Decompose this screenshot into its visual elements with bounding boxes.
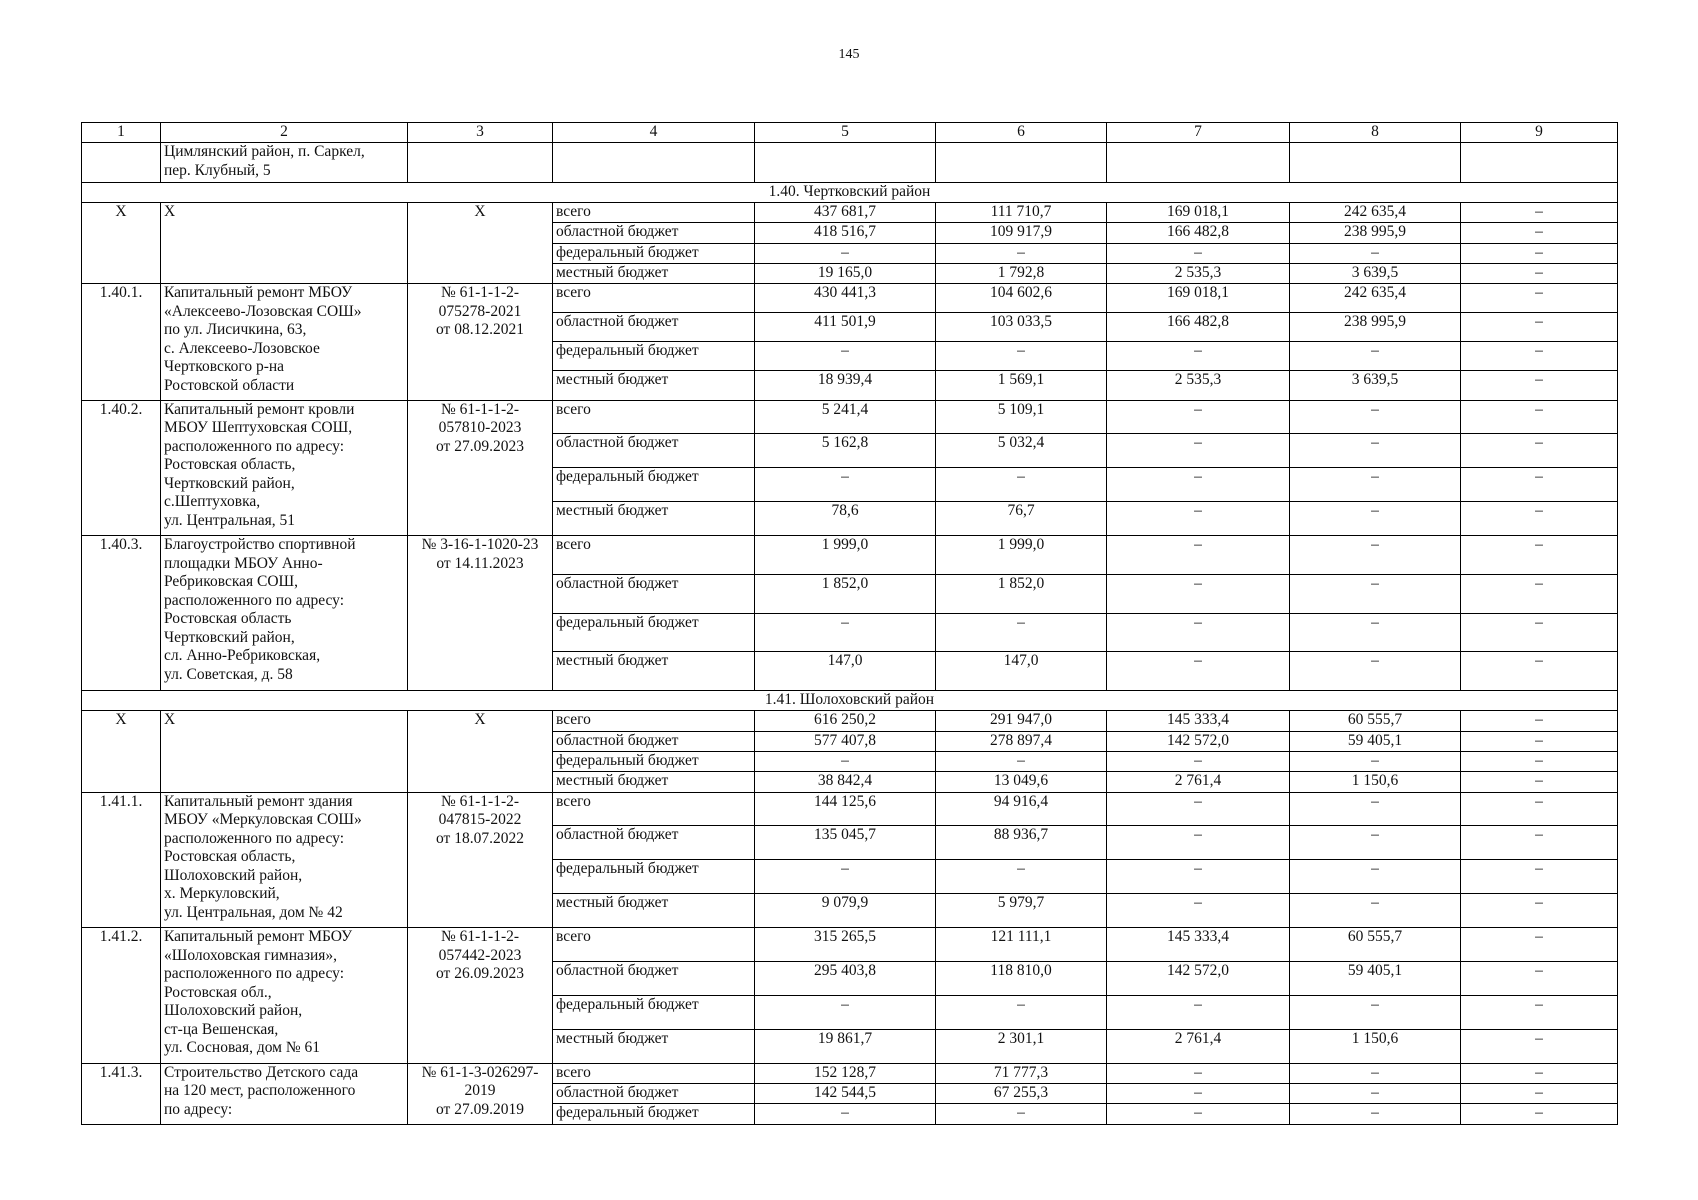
value-cell: 291 947,0 <box>936 711 1107 731</box>
value-cell: – <box>1290 792 1461 826</box>
value-cell: 238 995,9 <box>1290 313 1461 342</box>
value-cell: 242 635,4 <box>1290 203 1461 223</box>
value-cell: – <box>936 468 1107 502</box>
value-cell: 2 301,1 <box>936 1029 1107 1063</box>
funding-source: областной бюджет <box>553 574 755 613</box>
value-cell: – <box>936 996 1107 1030</box>
value-cell: – <box>1290 536 1461 575</box>
item-number: 1.40.3. <box>82 536 161 691</box>
funding-source: местный бюджет <box>553 371 755 400</box>
value-cell: – <box>1107 1084 1290 1104</box>
value-cell: – <box>1461 342 1618 371</box>
table-row <box>82 400 1618 434</box>
object-name: Строительство Детского сада на 120 мест, расположенного по адресу: <box>161 1063 408 1124</box>
document-number: X <box>408 711 553 792</box>
value-cell: 111 710,7 <box>936 203 1107 223</box>
value-cell: – <box>1290 1063 1461 1083</box>
table-row <box>82 792 1618 826</box>
document-number: № 61-1-1-2- 057810-2023 от 27.09.2023 <box>408 400 553 536</box>
value-cell: – <box>755 1104 936 1125</box>
value-cell: – <box>1107 502 1290 536</box>
item-number: X <box>82 203 161 284</box>
column-header: 4 <box>553 123 755 143</box>
value-cell: – <box>1107 652 1290 691</box>
funding-source: федеральный бюджет <box>553 1104 755 1125</box>
value-cell: 13 049,6 <box>936 772 1107 792</box>
item-number: 1.40.2. <box>82 400 161 536</box>
funding-source: всего <box>553 711 755 731</box>
object-name: Цимлянский район, п. Саркел, пер. Клубный, 5 <box>161 143 408 183</box>
value-cell: 59 405,1 <box>1290 731 1461 751</box>
value-cell: – <box>1461 468 1618 502</box>
value-cell: 3 639,5 <box>1290 371 1461 400</box>
value-cell: – <box>936 1104 1107 1125</box>
funding-source: местный бюджет <box>553 263 755 283</box>
value-cell: – <box>1290 860 1461 894</box>
item-number: 1.41.1. <box>82 792 161 928</box>
object-name: Капитальный ремонт здания МБОУ «Меркуловская СОШ» расположенного по адресу: Ростовская область, Шолоховский район, х. Меркуловский, ул. Центральная, дом № 42 <box>161 792 408 928</box>
value-cell: – <box>1107 400 1290 434</box>
value-cell: 145 333,4 <box>1107 711 1290 731</box>
value-cell: – <box>1290 434 1461 468</box>
value-cell: – <box>936 860 1107 894</box>
funding-source: местный бюджет <box>553 502 755 536</box>
value-cell: 94 916,4 <box>936 792 1107 826</box>
value-cell: 5 162,8 <box>755 434 936 468</box>
funding-source: федеральный бюджет <box>553 751 755 771</box>
value-cell: 142 572,0 <box>1107 962 1290 996</box>
column-header: 9 <box>1461 123 1618 143</box>
funding-source: местный бюджет <box>553 652 755 691</box>
document-number: № 61-1-1-2- 057442-2023 от 26.09.2023 <box>408 928 553 1064</box>
value-cell: – <box>1107 536 1290 575</box>
column-header: 3 <box>408 123 553 143</box>
value-cell: – <box>1107 613 1290 652</box>
value-cell: 437 681,7 <box>755 203 936 223</box>
document-number: № 61-1-3-026297- 2019 от 27.09.2019 <box>408 1063 553 1124</box>
column-header: 5 <box>755 123 936 143</box>
value-cell: – <box>755 243 936 263</box>
item-number: 1.40.1. <box>82 284 161 400</box>
value-cell: 238 995,9 <box>1290 223 1461 243</box>
column-header: 7 <box>1107 123 1290 143</box>
value-cell: – <box>1290 826 1461 860</box>
section-row <box>82 691 1618 711</box>
value-cell: 60 555,7 <box>1290 928 1461 962</box>
value-cell: – <box>1461 203 1618 223</box>
table-row <box>82 203 1618 223</box>
value-cell: 5 109,1 <box>936 400 1107 434</box>
value-cell: 135 045,7 <box>755 826 936 860</box>
value-cell: – <box>1290 894 1461 928</box>
value-cell: 1 852,0 <box>755 574 936 613</box>
value-cell: – <box>1461 434 1618 468</box>
object-name: Благоустройство спортивной площадки МБОУ Анно- Ребриковская СОШ, расположенного по адресу: Ростовская область Чертковский район, сл. Анно-Ребриковская, ул. Советская, д. 58 <box>161 536 408 691</box>
value-cell: – <box>1107 792 1290 826</box>
value-cell: – <box>1461 860 1618 894</box>
table-row <box>82 711 1618 731</box>
value-cell: 152 128,7 <box>755 1063 936 1083</box>
value-cell: 295 403,8 <box>755 962 936 996</box>
value-cell: 103 033,5 <box>936 313 1107 342</box>
value-cell: – <box>1461 613 1618 652</box>
value-cell: – <box>1107 1063 1290 1083</box>
value-cell: – <box>936 613 1107 652</box>
section-title: 1.40. Чертковский район <box>82 182 1618 202</box>
document-number: № 61-1-1-2- 047815-2022 от 18.07.2022 <box>408 792 553 928</box>
funding-source: местный бюджет <box>553 894 755 928</box>
value-cell: 1 569,1 <box>936 371 1107 400</box>
funding-source: федеральный бюджет <box>553 860 755 894</box>
table-row <box>82 928 1618 962</box>
value-cell: 67 255,3 <box>936 1084 1107 1104</box>
value-cell: 411 501,9 <box>755 313 936 342</box>
value-cell: – <box>1461 928 1618 962</box>
value-cell: – <box>1461 731 1618 751</box>
object-name: Капитальный ремонт МБОУ «Алексеево-Лозовская СОШ» по ул. Лисичкина, 63, с. Алексеево-Лозовское Чертковского р-на Ростовской области <box>161 284 408 400</box>
funding-source: областной бюджет <box>553 223 755 243</box>
value-cell: – <box>755 613 936 652</box>
value-cell: – <box>1107 574 1290 613</box>
funding-source: федеральный бюджет <box>553 243 755 263</box>
value-cell: 147,0 <box>936 652 1107 691</box>
value-cell: – <box>1290 613 1461 652</box>
table-row <box>82 536 1618 575</box>
value-cell: 1 792,8 <box>936 263 1107 283</box>
value-cell: 78,6 <box>755 502 936 536</box>
value-cell: – <box>1461 792 1618 826</box>
funding-source: областной бюджет <box>553 1084 755 1104</box>
value-cell: – <box>1290 574 1461 613</box>
value-cell: 142 544,5 <box>755 1084 936 1104</box>
value-cell: – <box>1461 772 1618 792</box>
value-cell: 147,0 <box>755 652 936 691</box>
value-cell: 59 405,1 <box>1290 962 1461 996</box>
value-cell: – <box>1461 371 1618 400</box>
value-cell: 430 441,3 <box>755 284 936 313</box>
funding-source: областной бюджет <box>553 826 755 860</box>
value-cell: 60 555,7 <box>1290 711 1461 731</box>
value-cell: – <box>1107 342 1290 371</box>
funding-source: федеральный бюджет <box>553 468 755 502</box>
value-cell: – <box>1461 826 1618 860</box>
value-cell: – <box>1107 751 1290 771</box>
value-cell: 2 761,4 <box>1107 772 1290 792</box>
funding-source: всего <box>553 536 755 575</box>
column-header: 2 <box>161 123 408 143</box>
value-cell: – <box>1461 711 1618 731</box>
value-cell: – <box>1107 434 1290 468</box>
document-number: № 61-1-1-2- 075278-2021 от 08.12.2021 <box>408 284 553 400</box>
value-cell: – <box>936 243 1107 263</box>
value-cell: – <box>1461 536 1618 575</box>
value-cell: 145 333,4 <box>1107 928 1290 962</box>
value-cell: – <box>1461 962 1618 996</box>
value-cell: – <box>1461 1063 1618 1083</box>
value-cell: – <box>1107 1104 1290 1125</box>
value-cell: 38 842,4 <box>755 772 936 792</box>
value-cell: – <box>1461 284 1618 313</box>
value-cell: – <box>1290 400 1461 434</box>
item-number: 1.41.3. <box>82 1063 161 1124</box>
value-cell: – <box>1290 996 1461 1030</box>
value-cell: 71 777,3 <box>936 1063 1107 1083</box>
value-cell: 1 852,0 <box>936 574 1107 613</box>
value-cell: 1 150,6 <box>1290 772 1461 792</box>
value-cell: – <box>936 751 1107 771</box>
value-cell: – <box>1107 468 1290 502</box>
funding-source: всего <box>553 400 755 434</box>
value-cell: – <box>1461 223 1618 243</box>
funding-source: всего <box>553 928 755 962</box>
continuation-row <box>82 143 1618 183</box>
value-cell: – <box>1290 502 1461 536</box>
value-cell: – <box>1461 263 1618 283</box>
value-cell: – <box>1461 400 1618 434</box>
funding-source: всего <box>553 1063 755 1083</box>
value-cell: 315 265,5 <box>755 928 936 962</box>
value-cell: – <box>755 342 936 371</box>
value-cell: – <box>755 468 936 502</box>
funding-source: федеральный бюджет <box>553 996 755 1030</box>
column-header: 1 <box>82 123 161 143</box>
page-number: 145 <box>838 47 860 62</box>
value-cell: 5 241,4 <box>755 400 936 434</box>
value-cell: – <box>1290 1104 1461 1125</box>
value-cell: 2 761,4 <box>1107 1029 1290 1063</box>
value-cell: – <box>1461 313 1618 342</box>
value-cell: 1 150,6 <box>1290 1029 1461 1063</box>
column-number-row <box>82 123 1618 143</box>
value-cell: – <box>1290 1084 1461 1104</box>
value-cell: – <box>1461 1104 1618 1125</box>
value-cell: – <box>755 996 936 1030</box>
funding-source: местный бюджет <box>553 772 755 792</box>
value-cell: 19 861,7 <box>755 1029 936 1063</box>
value-cell: – <box>1107 996 1290 1030</box>
value-cell: 88 936,7 <box>936 826 1107 860</box>
funding-source: всего <box>553 203 755 223</box>
value-cell: – <box>1461 502 1618 536</box>
value-cell: 2 535,3 <box>1107 263 1290 283</box>
value-cell: – <box>1461 996 1618 1030</box>
value-cell: 9 079,9 <box>755 894 936 928</box>
value-cell: – <box>1290 243 1461 263</box>
value-cell: 169 018,1 <box>1107 284 1290 313</box>
document-number: № 3-16-1-1020-23 от 14.11.2023 <box>408 536 553 691</box>
value-cell: 109 917,9 <box>936 223 1107 243</box>
value-cell: – <box>1290 652 1461 691</box>
column-header: 8 <box>1290 123 1461 143</box>
object-name: X <box>161 711 408 792</box>
value-cell: 418 516,7 <box>755 223 936 243</box>
value-cell: – <box>1107 860 1290 894</box>
item-number: X <box>82 711 161 792</box>
funding-source: местный бюджет <box>553 1029 755 1063</box>
table-body <box>82 123 1618 1125</box>
value-cell: 142 572,0 <box>1107 731 1290 751</box>
value-cell: – <box>1107 894 1290 928</box>
table-row <box>82 284 1618 313</box>
value-cell: – <box>1107 243 1290 263</box>
column-header: 6 <box>936 123 1107 143</box>
value-cell: – <box>1290 468 1461 502</box>
value-cell: – <box>755 860 936 894</box>
value-cell: 144 125,6 <box>755 792 936 826</box>
value-cell: 3 639,5 <box>1290 263 1461 283</box>
value-cell: – <box>1461 574 1618 613</box>
value-cell: – <box>1461 751 1618 771</box>
section-row <box>82 182 1618 202</box>
value-cell: 166 482,8 <box>1107 313 1290 342</box>
document-number: X <box>408 203 553 284</box>
value-cell: – <box>1461 1029 1618 1063</box>
value-cell: – <box>1461 652 1618 691</box>
value-cell: 2 535,3 <box>1107 371 1290 400</box>
value-cell: – <box>755 751 936 771</box>
value-cell: 5 032,4 <box>936 434 1107 468</box>
budget-table <box>81 122 1618 1125</box>
object-name: X <box>161 203 408 284</box>
value-cell: – <box>1107 826 1290 860</box>
funding-source: федеральный бюджет <box>553 613 755 652</box>
value-cell: 121 111,1 <box>936 928 1107 962</box>
value-cell: 278 897,4 <box>936 731 1107 751</box>
value-cell: 19 165,0 <box>755 263 936 283</box>
funding-source: всего <box>553 284 755 313</box>
section-title: 1.41. Шолоховский район <box>82 691 1618 711</box>
value-cell: 1 999,0 <box>936 536 1107 575</box>
value-cell: 616 250,2 <box>755 711 936 731</box>
funding-source: областной бюджет <box>553 434 755 468</box>
value-cell: 1 999,0 <box>755 536 936 575</box>
value-cell: 76,7 <box>936 502 1107 536</box>
value-cell: 169 018,1 <box>1107 203 1290 223</box>
value-cell: – <box>1461 1084 1618 1104</box>
funding-source: областной бюджет <box>553 962 755 996</box>
funding-source: областной бюджет <box>553 731 755 751</box>
item-number: 1.41.2. <box>82 928 161 1064</box>
value-cell: – <box>1290 751 1461 771</box>
value-cell: 166 482,8 <box>1107 223 1290 243</box>
value-cell: 18 939,4 <box>755 371 936 400</box>
object-name: Капитальный ремонт кровли МБОУ Шептуховская СОШ, расположенного по адресу: Ростовская область, Чертковский район, с.Шептуховка, ул. Центральная, 51 <box>161 400 408 536</box>
value-cell: – <box>936 342 1107 371</box>
value-cell: – <box>1461 894 1618 928</box>
value-cell: 118 810,0 <box>936 962 1107 996</box>
value-cell: 242 635,4 <box>1290 284 1461 313</box>
value-cell: – <box>1290 342 1461 371</box>
value-cell: 577 407,8 <box>755 731 936 751</box>
table-row <box>82 1063 1618 1083</box>
funding-source: областной бюджет <box>553 313 755 342</box>
funding-source: федеральный бюджет <box>553 342 755 371</box>
value-cell: 5 979,7 <box>936 894 1107 928</box>
value-cell: – <box>1461 243 1618 263</box>
funding-source: всего <box>553 792 755 826</box>
object-name: Капитальный ремонт МБОУ «Шолоховская гимназия», расположенного по адресу: Ростовская обл., Шолоховский район, ст-ца Вешенская, ул. Сосновая, дом № 61 <box>161 928 408 1064</box>
value-cell: 104 602,6 <box>936 284 1107 313</box>
